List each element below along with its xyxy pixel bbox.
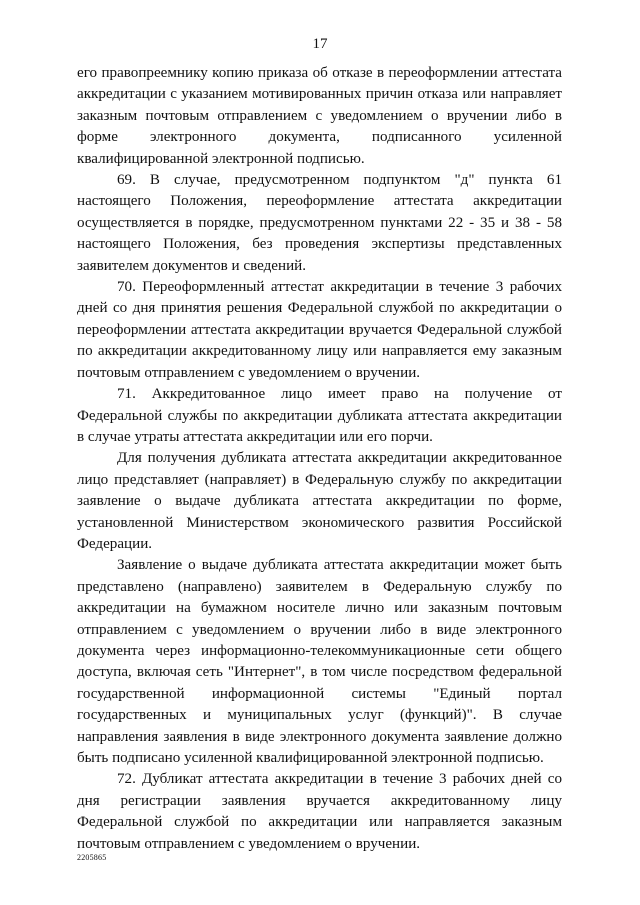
document-code: 2205865 (77, 853, 107, 862)
paragraph-71: 71. Аккредитованное лицо имеет право на получение от Федеральной службы по аккредитации дубликата аттестата аккредитации в случае утраты аттестата аккредитации или его порчи. (77, 386, 562, 445)
paragraph-71-submission: Заявление о выдаче дубликата аттестата аккредитации может быть представлено (направлено) заявителем в Федеральную службу по аккредитации на бумажном носителе лично или заказным почтовым отправлением с уведомлением о вручении либо в виде электронного документа через информационно-телекоммуникационные сети общего доступа, включая сеть "Интернет", в том числе посредством федеральной государственной информационной системы "Единый портал государственных и муниципальных услуг (функций)". В случае направления заявления в виде электронного документа заявление должно быть подписано усиленной квалифицированной электронной подписью. (77, 557, 562, 766)
paragraph-70: 70. Переоформленный аттестат аккредитации в течение 3 рабочих дней со дня принятия решения Федеральной службой по аккредитации о переоформлении аттестата аккредитации вручается Федеральной службой по аккредитации аккредитованному лицу или направляется ему заказным почтовым отправлением с уведомлением о вручении. (77, 279, 562, 381)
paragraph-72: 72. Дубликат аттестата аккредитации в течение 3 рабочих дней со дня регистрации заявления вручается аккредитованному лицу Федеральной службой по аккредитации или направляется заказным почтовым отправлением с уведомлением о вручении. (77, 771, 562, 852)
paragraph-71-duplicate-request: Для получения дубликата аттестата аккредитации аккредитованное лицо представляет (направляет) в Федеральную службу по аккредитации заявление о выдаче дубликата аттестата аккредитации по форме, установленной Министерством экономического развития Российской Федерации. (77, 450, 562, 552)
document-body (77, 63, 562, 855)
paragraph-69: 69. В случае, предусмотренном подпунктом "д" пункта 61 настоящего Положения, переоформление аттестата аккредитации осуществляется в порядке, предусмотренном пунктами 22 - 35 и 38 - 58 настоящего Положения, без проведения экспертизы представленных заявителем документов и сведений. (77, 172, 562, 274)
paragraph-continuation: его правопреемнику копию приказа об отказе в переоформлении аттестата аккредитации с указанием мотивированных причин отказа или направляет заказным почтовым отправлением с уведомлением о вручении либо в форме электронного документа, подписанного усиленной квалифицированной электронной подписью. (77, 65, 562, 167)
page-number: 17 (312, 36, 328, 52)
